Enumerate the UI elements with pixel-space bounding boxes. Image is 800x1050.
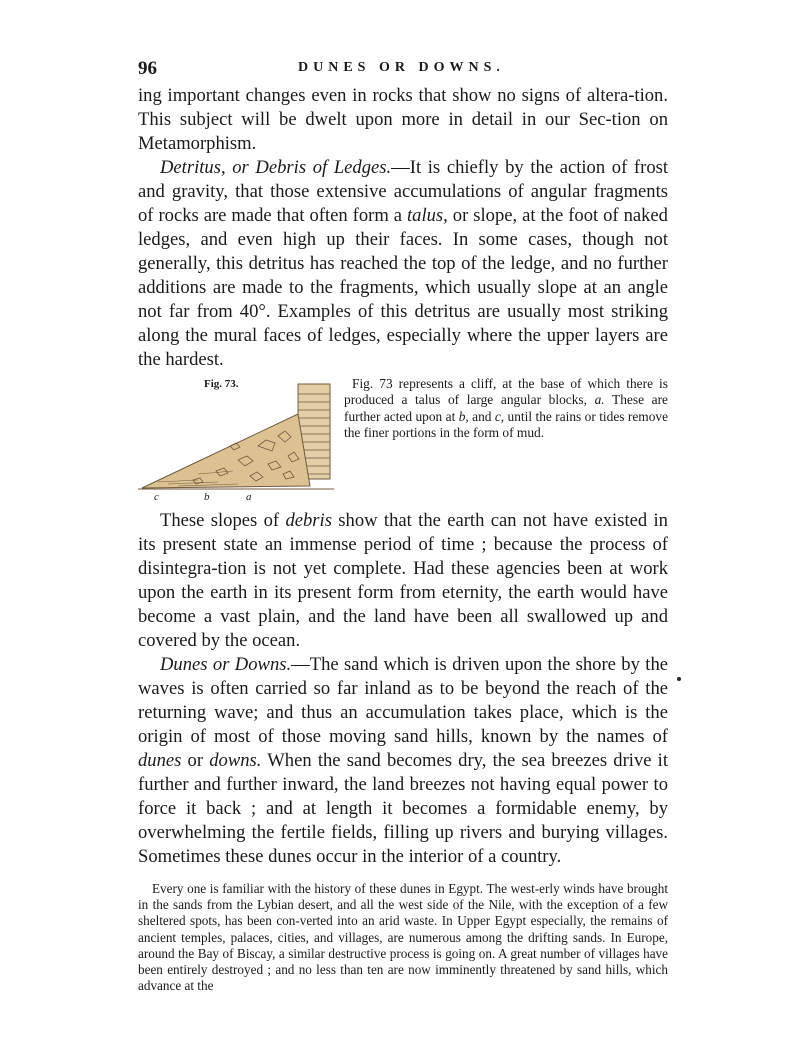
detritus-italic-talus: talus, bbox=[407, 205, 448, 226]
caption-text-d: until the rains or tides remove the finer portions in the form of mud. bbox=[344, 408, 669, 441]
footnote-text: Every one is familiar with the history of these dunes in Egypt. The west-erly winds have brought in the sands from the Lybian desert, and all the west side of the Nile, with the exception of a few sheltered spots, has been con-verted into an arid waste. In Upper Egypt especially, the remains of ancient temples, palaces, cities, and villages, are numerous among the drifting sands. In Europe, around the Bay of Biscay, a similar destructive process is going on. A great number of villages have been entirely destroyed ; and no less than ten are now imminently threatened by sand hills, which advance at the bbox=[138, 881, 668, 994]
caption-text-b: These are further acted upon at bbox=[344, 392, 668, 424]
detritus-text-a: —It is chiefly by the action of frost and gravity, that those extensive accumulations of angular fragments of rocks are made that often form a bbox=[138, 157, 669, 226]
figure-side-column bbox=[338, 376, 668, 511]
dunes-italic-downs: downs. bbox=[209, 750, 262, 771]
figure-73 bbox=[138, 376, 338, 511]
paragraph-debris-slopes bbox=[138, 509, 668, 653]
running-title: DUNES OR DOWNS. bbox=[298, 60, 505, 75]
figure-caption bbox=[344, 376, 668, 442]
paragraph-dunes bbox=[138, 653, 668, 869]
dunes-text-a: —The sand which is driven upon the shore by the waves is often carried so far inland as to be beyond the reach of the returning wave; and thus an accumulation takes place, which is the origin of most of those moving sand hills, known by the names of bbox=[138, 654, 668, 747]
running-head bbox=[138, 54, 668, 84]
body-text-continued bbox=[138, 509, 668, 869]
paragraph-detritus bbox=[138, 156, 668, 372]
dunes-text-or: or bbox=[181, 750, 210, 771]
figure-block bbox=[138, 376, 668, 511]
section-heading-detritus: Detritus, or Debris of Ledges. bbox=[160, 157, 392, 178]
section-heading-dunes: Dunes or Downs. bbox=[160, 654, 292, 675]
figure-letter-a: a bbox=[246, 491, 252, 503]
debris-italic: debris bbox=[285, 510, 332, 531]
ink-speck bbox=[677, 677, 681, 681]
caption-letter-b: b, bbox=[458, 408, 469, 424]
figure-letter-c: c bbox=[154, 491, 159, 503]
cliff-talus-illustration bbox=[138, 376, 338, 511]
figure-letter-b: b bbox=[204, 491, 210, 503]
caption-letter-c: c, bbox=[494, 408, 505, 424]
paragraph-metamorphism: ing important changes even in rocks that show no signs of altera-tion. This subject will be dwelt upon more in detail in our Sec-tion on Metamorphism. bbox=[138, 85, 668, 154]
dunes-italic-dunes: dunes bbox=[138, 750, 182, 771]
caption-text-c: and bbox=[468, 408, 495, 424]
caption-letter-a: a. bbox=[594, 392, 605, 408]
caption-text-a: Fig. 73 represents a cliff, at the base of which there is produced a talus of large angular blocks, bbox=[344, 376, 668, 408]
figure-label: Fig. 73. bbox=[204, 378, 239, 390]
body-text bbox=[138, 84, 668, 372]
book-page bbox=[138, 54, 668, 994]
footnote bbox=[138, 881, 668, 994]
debris-text-b: show that the earth can not have existed in its present state an immense period of time ; because the process of disintegra-tion is not yet complete. Had these agencies been at work upon the earth in its present form from eternity, the earth would have become a vast plain, and the land have been all swallowed up and covered by the ocean. bbox=[138, 510, 668, 651]
page-number: 96 bbox=[138, 58, 157, 79]
detritus-text-b: or slope, at the foot of naked ledges, and even high up their faces. In some cases, though not generally, this detritus has reached the top of the ledge, and no further additions are made to the fragments, which usually slope at an angle not far from 40°. Examples of this detritus are usually most striking along the mural faces of ledges, especially where the upper layers are the hardest. bbox=[138, 205, 668, 370]
dunes-text-b: When the sand becomes dry, the sea breezes drive it further and further inward, the land breezes not having equal power to force it back ; and at length it becomes a formidable enemy, by overwhelming the fertile fields, filling up rivers and burying villages. Sometimes these dunes occur in the interior of a country. bbox=[138, 750, 668, 867]
debris-text-a: These slopes of bbox=[160, 510, 286, 531]
